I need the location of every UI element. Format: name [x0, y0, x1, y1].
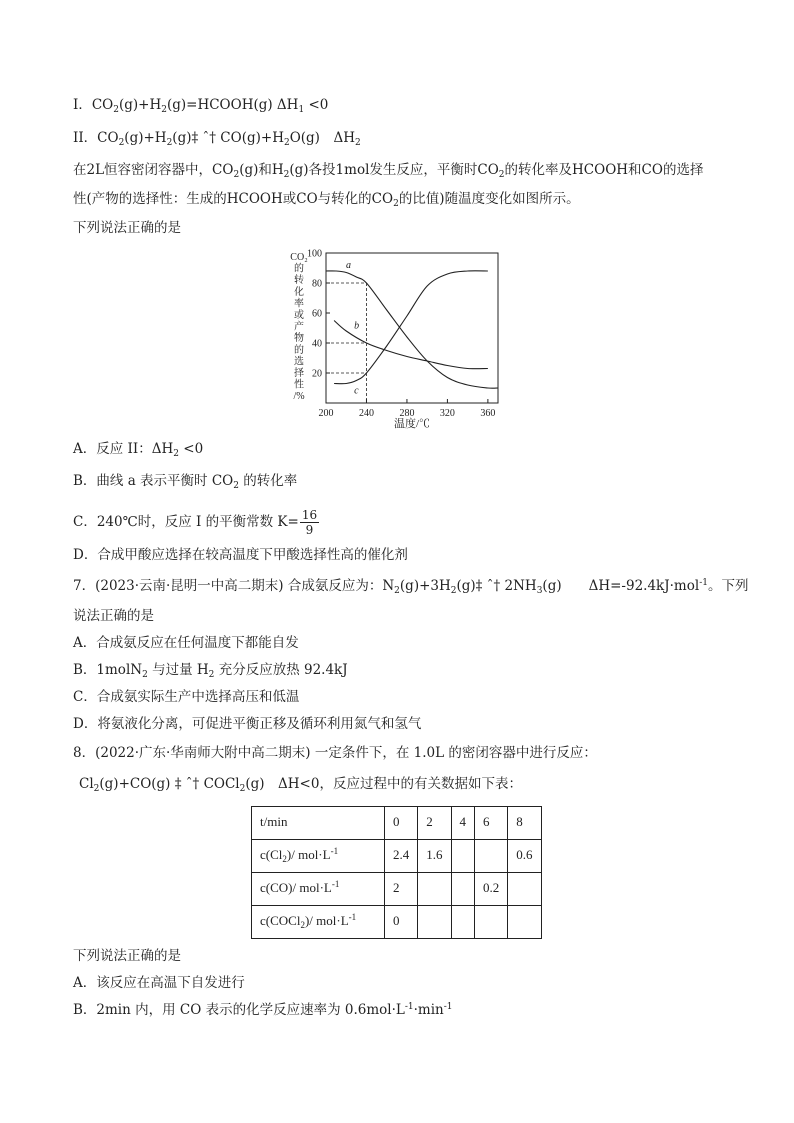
y-label-char: 选 — [294, 356, 304, 368]
series-line-a — [326, 271, 498, 388]
option-6b: B．曲线 a 表示平衡时 $CO_2$ 的转化率 — [73, 473, 298, 491]
y-label-char: 率 — [294, 298, 304, 310]
option-7b: B．1molN$_2$ 与过量 $H_2$ 充分反应放热 92.4kJ — [73, 662, 348, 680]
question-7: 7．(2023·云南·昆明一中高二期末) 合成氨反应为：$N_2(g)+3H_2(g)\ddagger$ ˆ† $2NH_3(g)$ ΔH=-92.4kJ·mol$^{-1}$。下列 — [73, 578, 749, 596]
table-header-cell: 4 — [451, 807, 475, 840]
table-header-cell: 8 — [508, 807, 542, 840]
y-label-char: 择 — [294, 368, 304, 379]
reaction-2: II．$CO_2(g)+H_2(g)\ddagger$ ˆ† $CO(g)+H_2O(g)$ $\Delta H_2$ — [73, 130, 361, 148]
table-cell — [508, 873, 542, 906]
y-axis-label — [290, 252, 307, 402]
question-7-cont: 说法正确的是 — [73, 608, 154, 624]
question-8-prompt: 下列说法正确的是 — [73, 948, 181, 964]
option-7a: A．合成氨反应在任何温度下都能自发 — [73, 635, 299, 651]
y-tick-label: 100 — [307, 248, 322, 260]
table-row — [252, 906, 542, 939]
x-tick-label: 200 — [318, 408, 334, 419]
y-tick-label: 40 — [312, 338, 322, 350]
y-tick-label: 80 — [312, 278, 322, 290]
row-label-cocl2: c(COCl$_2$)/ $mol\cdot L^{-1}$ — [252, 906, 385, 939]
table-cell — [418, 873, 451, 906]
table-cell: 0.2 — [475, 873, 508, 906]
question-8: 8．(2022·广东·华南师大附中高二期末) 一定条件下，在 1.0L 的密闭容器中进行反应： — [73, 745, 597, 761]
x-tick-label: 320 — [439, 408, 455, 419]
table-cell — [475, 906, 508, 939]
y-label-char: 转 — [294, 275, 304, 287]
table-cell: 0 — [385, 906, 418, 939]
question-8-reaction: $Cl_2(g)+CO(g)$ ‡ ˆ† COCl$_2$(g) ΔH<0，反应过程中的有关数据如下表： — [79, 776, 522, 794]
option-8b: B．2min 内，用 CO 表示的化学反应速率为 $0.6mol\cdot L^{-1}\cdot\min^{-1}$ — [73, 1002, 453, 1018]
temperature-chart — [280, 246, 510, 434]
y-label-char: CO₂ — [290, 252, 308, 263]
table-cell: 2.4 — [385, 840, 418, 873]
question-prompt-6: 下列说法正确的是 — [73, 220, 181, 236]
option-8a: A．该反应在高温下自发进行 — [73, 975, 245, 991]
problem-text-1: 在2L恒容密闭容器中，$CO_2(g)$和$H_2(g)$各投1mol发生反应，平衡时$CO_2$的转化率及HCOOH和CO的选择 — [73, 162, 704, 180]
table-cell: 0.6 — [508, 840, 542, 873]
series-label-c: c — [354, 385, 359, 397]
y-label-char: 的 — [294, 344, 304, 356]
series-label-b: b — [354, 320, 360, 332]
table-header-row — [252, 807, 542, 840]
plot-frame — [326, 253, 498, 403]
table-row — [252, 840, 542, 873]
x-tick-label: 240 — [358, 408, 374, 419]
y-label-char: /% — [293, 391, 305, 403]
table-cell — [451, 840, 475, 873]
table-header-cell: t/min — [252, 807, 385, 840]
table-row — [252, 873, 542, 906]
y-label-char: 性 — [294, 379, 304, 391]
table-cell — [451, 906, 475, 939]
x-tick-label: 360 — [480, 408, 496, 419]
table-cell: 2 — [385, 873, 418, 906]
y-tick-label: 60 — [312, 308, 322, 320]
row-label-cl2: $c(Cl_2)/$ $mol\cdot L^{-1}$ — [252, 840, 385, 873]
y-label-char: 的 — [294, 263, 304, 275]
reaction-1: I．$CO_2(g)+H_2(g)=HCOOH(g)$ $\Delta H_1 <0$ — [73, 97, 329, 115]
table-cell — [508, 906, 542, 939]
table-header-cell: 2 — [418, 807, 451, 840]
problem-text-2: 性(产物的选择性：生成的HCOOH或CO与转化的$CO_2$的比值)随温度变化如图所示。 — [73, 191, 580, 209]
y-label-char: 或 — [294, 310, 304, 321]
table-cell: 1.6 — [418, 840, 451, 873]
y-label-char: 化 — [294, 286, 304, 298]
table-header-cell: 6 — [475, 807, 508, 840]
x-tick-label: 280 — [399, 408, 415, 419]
option-6c: C．240℃时，反应 I 的平衡常数 K= $\frac{16}{9}$ — [73, 508, 318, 537]
concentration-table — [251, 806, 542, 939]
row-label-co: c(CO)/ $mol\cdot L^{-1}$ — [252, 873, 385, 906]
table-header-cell: 0 — [385, 807, 418, 840]
y-label-char: 物 — [294, 333, 304, 345]
option-7d: D．将氨液化分离，可促进平衡正移及循环利用氮气和氢气 — [73, 716, 422, 732]
series-label-a: a — [346, 260, 351, 271]
option-6a: A．反应 II：$\Delta H_2 <0$ — [73, 441, 204, 459]
y-label-char: 产 — [294, 321, 304, 333]
fraction-k: $\frac{16}{9}$ — [301, 508, 318, 537]
table-cell — [475, 840, 508, 873]
option-7c: C．合成氨实际生产中选择高压和低温 — [73, 689, 300, 705]
y-tick-label: 20 — [312, 368, 322, 380]
table-cell — [418, 906, 451, 939]
x-axis-label: 温度/℃ — [393, 418, 431, 430]
option-6d: D．合成甲酸应选择在较高温度下甲酸选择性高的催化剂 — [73, 547, 408, 563]
table-cell — [451, 873, 475, 906]
